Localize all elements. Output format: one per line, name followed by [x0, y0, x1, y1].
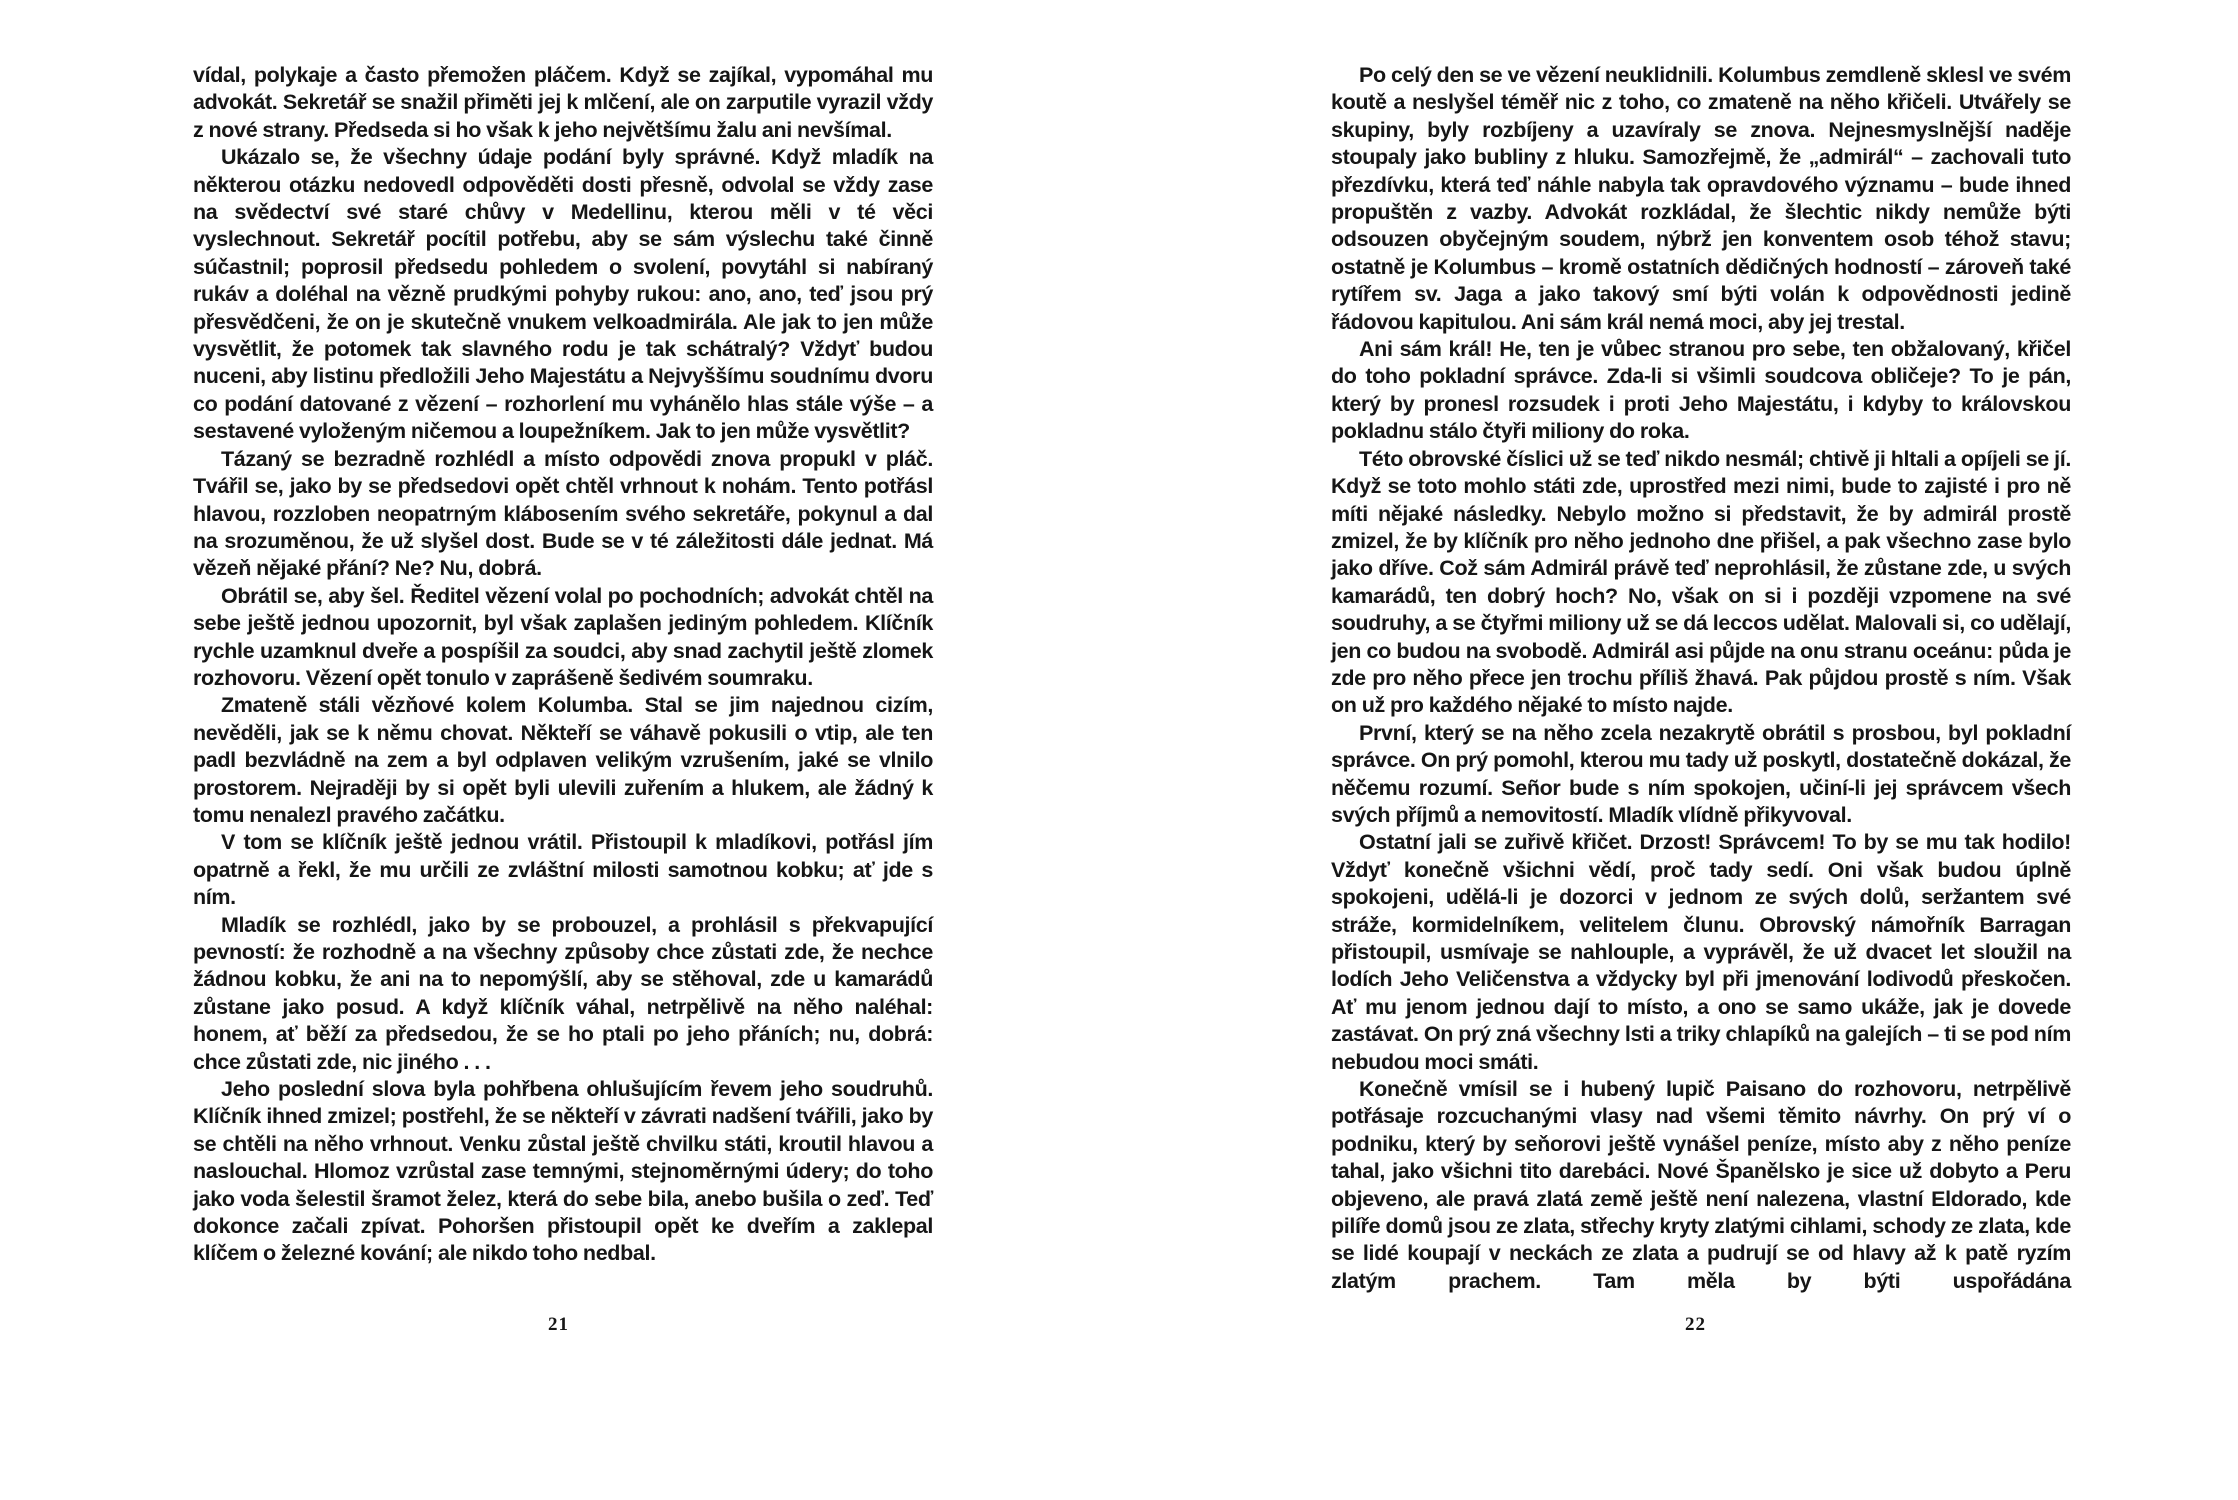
- page-number-right: 22: [1685, 1314, 1706, 1335]
- paragraph: Ani sám král! He, ten je vůbec stranou pro sebe, ten obžalovaný, křičel do toho pokladní správce. Zda-li si všimli soudcova obličeje? To je pán, který by pronesl rozsudek i proti Jeho Majestátu, i kdyby to královskou pokladnu stálo čtyři miliony do roka.: [1331, 337, 2071, 444]
- paragraph: Po celý den se ve vězení neuklidnili. Kolumbus zemdleně sklesl ve svém koutě a neslyšel téměř nic z toho, co zmateně na něho křičeli. Utvářely se skupiny, byly rozbíjeny a uzavíraly se znova. Nejnesmyslnější naděje stoupaly jako bubliny z hluku. Samozřejmě, že „admirál“ – zachovali tuto přezdívku, která teď náhle nabyla tak opravdového významu – bude ihned propuštěn z vazby. Advokát rozkládal, že šlechtic nikdy nemůže býti odsouzen obyčejným soudem, nýbrž jen konventem osob téhož stavu; ostatně je Kolumbus – kromě ostatních dědičných hodností – zároveň také rytířem sv. Jaga a jako takový smí býti volán k odpovědnosti jedině řádovou kapitulou. Ani sám král nemá moci, aby jej trestal.: [1331, 63, 2071, 334]
- paragraph: První, který se na něho zcela nezakrytě obrátil s prosbou, byl pokladní správce. On prý pomohl, kterou mu tady už poskytl, dostatečně dokázal, že něčemu rozumí. Señor bude s ním spokojen, učiní-li jej správcem všech svých příjmů a nemovitostí. Mladík vlídně přikyvoval.: [1331, 720, 2071, 827]
- paragraph: Jeho poslední slova byla pohřbena ohlušujícím řevem jeho soudruhů. Klíčník ihned zmizel; postřehl, že se někteří v závrati nadšení tvářili, jako by se chtěli na něho vrhnout. Venku zůstal ještě chvilku státi, kroutil hlavou a naslouchal. Hlomoz vzrůstal zase temnými, stejnoměrnými údery; do toho jako voda šelestil šramot želez, která do sebe bila, anebo bušila o zeď. Teď dokonce začali zpívat. Pohoršen přistoupil opět ke dveřím a zaklepal klíčem o železné kování; ale nikdo toho nedbal.: [193, 1077, 933, 1266]
- right-page-text: [1331, 62, 2071, 1295]
- left-page-text: [193, 62, 933, 1268]
- paragraph: Ukázalo se, že všechny údaje podání byly správné. Když mladík na některou otázku nedovedl odpověděti dosti přesně, odvolal se vždy zase na svědectví své staré chůvy v Medellinu, kterou měli v té věci vyslechnout. Sekretář pocítil potřebu, aby se sám výslechu také činně súčastnil; poprosil předsedu pohledem o svolení, povytáhl si nabíraný rukáv a doléhal na vězně prudkými pohyby rukou: ano, ano, teď jsou prý přesvědčeni, že on je skutečně vnukem velkoadmirála. Ale jak to jen může vysvětlit, že potomek tak slavného rodu je tak schátralý? Vždyť budou nuceni, aby listinu předložili Jeho Majestátu a Nejvyššímu soudnímu dvoru co podání datované z vězení – rozhorlení mu vyhánělo hlas stále výše – a sestavené vyloženým ničemou a loupežníkem. Jak to jen může vysvětlit?: [193, 145, 933, 444]
- page-number-left: 21: [548, 1314, 569, 1335]
- paragraph: Této obrovské číslici už se teď nikdo nesmál; chtivě ji hltali a opíjeli se jí. Když se toto mohlo státi zde, uprostřed mezi nimi, bude to zajisté i pro ně míti nějaké následky. Nebylo možno si představit, že by admirál prostě zmizel, že by klíčník pro něho jednoho dne přišel, a pak všechno zase bylo jako dříve. Což sám Admirál právě teď neprohlásil, že zůstane zde, u svých kamarádů, ten dobrý hoch? No, však on si i později vzpomene na své soudruhy, a se čtyřmi miliony už se dá leccos udělat. Malovali si, co udělají, jen co budou na svobodě. Admirál asi půjde na onu stranu oceánu: půda je zde pro něho přece jen trochu příliš žhavá. Pak půjdou prostě s ním. Však on už pro každého nějaké to místo najde.: [1331, 446, 2071, 718]
- paragraph: vídal, polykaje a často přemožen pláčem. Když se zajíkal, vypomáhal mu advokát. Sekretář se snažil přiměti jej k mlčení, ale on zarputile vyrazil vždy z nové strany. Předseda si ho však k jeho největšímu žalu ani nevšímal.: [193, 63, 933, 142]
- paragraph: Obrátil se, aby šel. Ředitel vězení volal po pochodních; advokát chtěl na sebe ještě jednou upozornit, byl však zaplašen jediným pohledem. Klíčník rychle uzamknul dveře a pospíšil za soudci, aby snad zachytil ještě zlomek rozhovoru. Vězení opět tonulo v zaprášeně šedivém soumraku.: [193, 583, 933, 690]
- paragraph: V tom se klíčník ještě jednou vrátil. Přistoupil k mladíkovi, potřásl jím opatrně a řekl, že mu určili ze zvláštní milosti samotnou kobku; ať jde s ním.: [193, 830, 933, 910]
- paragraph: Konečně vmísil se i hubený lupič Paisano do rozhovoru, netrpělivě potřásaje rozcuchanými vlasy nad všemi těmito návrhy. On prý ví o podniku, který by seňorovi ještě vynášel peníze, místo aby z něho peníze tahal, jako všichni tito darebáci. Nové Španělsko je sice už dobyto a Peru objeveno, ale pravá zlatá země ještě není nalezena, vlastní Eldorado, kde pilíře domů jsou ze zlata, střechy kryty zlatými cihlami, schody ze zlata, kde se lidé koupají v neckách ze zlata a pudrují se od hlavy až k patě ryzím zlatým prachem. Tam měla by býti uspořádána: [1331, 1077, 2071, 1293]
- paragraph: Ostatní jali se zuřivě křičet. Drzost! Správcem! To by se mu tak hodilo! Vždyť konečně všichni vědí, proč tady sedí. Oni však budou úplně spokojeni, udělá-li je dozorci v jednom ze svých dolů, seržantem své stráže, kormidelníkem, velitelem člunu. Obrovský námořník Barragan přistoupil, usmívaje se nahlouple, a vyprávěl, že už dvacet let sloužil na lodích Jeho Veličenstva a vždycky byl při jmenování lodivodů přeskočen. Ať mu jenom jednou dají to místo, a ono se samo ukáže, jak je dovede zastávat. On prý zná všechny lsti a triky chlapíků na galejích – ti se pod ním nebudou moci smáti.: [1331, 830, 2071, 1074]
- paragraph: Tázaný se bezradně rozhlédl a místo odpovědi znova propukl v pláč. Tvářil se, jako by se předsedovi opět chtěl vrhnout k nohám. Tento potřásl hlavou, rozzloben neopatrným klábosením svého sekretáře, pokynul a dal na srozuměnou, že už slyšel dost. Bude se v té záležitosti dále jednat. Má vězeň nějaké přání? Ne? Nu, dobrá.: [193, 446, 933, 581]
- paragraph: Zmateně stáli vězňové kolem Kolumba. Stal se jim najednou cizím, nevěděli, jak se k němu chovat. Někteří se váhavě pokusili o vtip, ale ten padl bezvládně na zem a byl odplaven velikým vzrušením, jaké se vlnilo prostorem. Nejraději by si opět byli ulevili zuřením a hlukem, ale žádný k tomu nenalezl pravého začátku.: [193, 693, 933, 827]
- paragraph: Mladík se rozhlédl, jako by se probouzel, a prohlásil s překvapující pevností: že rozhodně a na všechny způsoby chce zůstati zde, že nechce žádnou kobku, že ani na to nepomýšlí, aby se stěhoval, zde u kamarádů zůstane jako posud. A když klíčník váhal, netrpělivě na něho naléhal: honem, ať běží za předsedou, že se ho ptali po jeho přáních; nu, dobrá: chce zůstati zde, nic jiného . . .: [193, 912, 933, 1074]
